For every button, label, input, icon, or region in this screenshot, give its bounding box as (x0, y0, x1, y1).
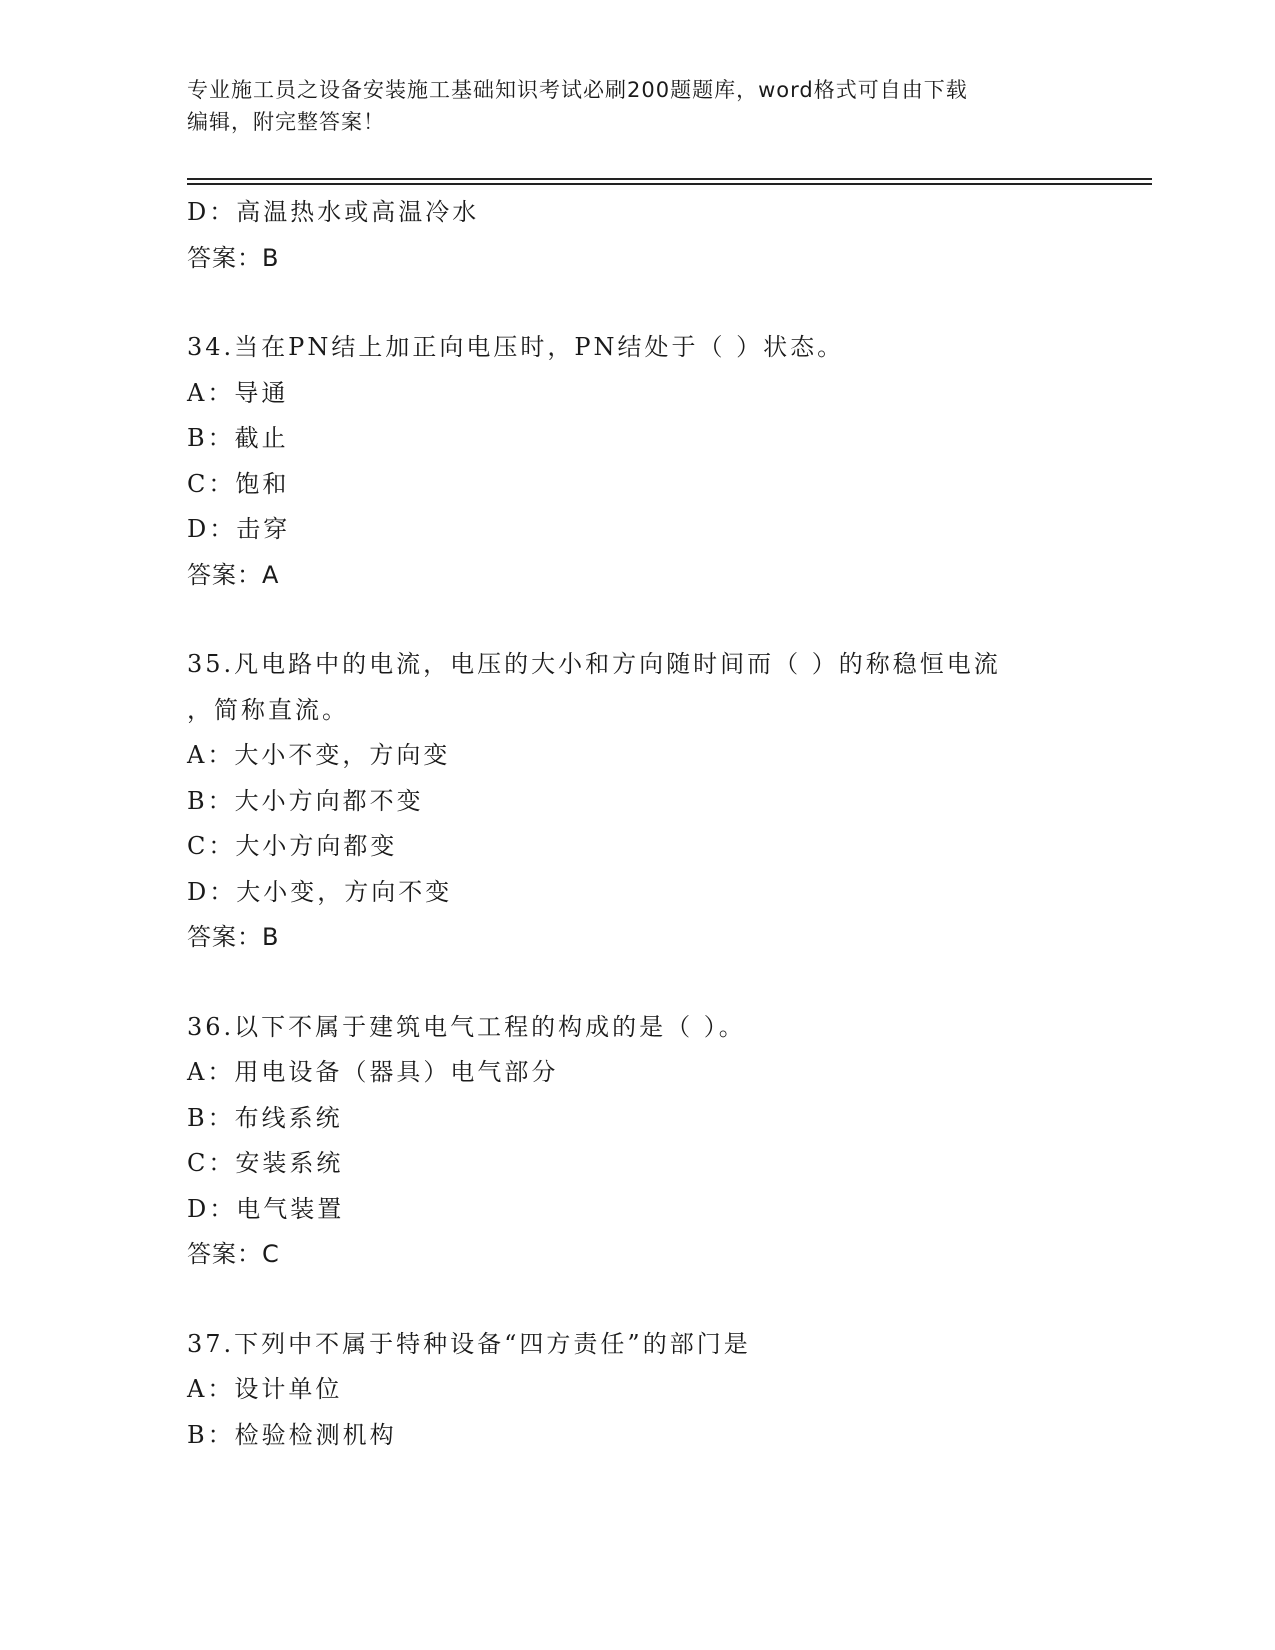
option-a: A：设计单位 (187, 1375, 343, 1403)
option-d: D：电气装置 (187, 1194, 345, 1223)
option-a: A：用电设备（器具）电气部分 (187, 1058, 559, 1086)
option-c: C：安装系统 (187, 1149, 344, 1177)
option-d: D：大小变，方向不变 (187, 877, 453, 906)
question-gap (187, 1278, 1087, 1322)
option-a: A：大小不变，方向变 (187, 741, 451, 769)
document-header (187, 74, 1067, 138)
header-title-line-2: 编辑，附完整答案！ (187, 110, 385, 134)
option-a: A：导通 (187, 378, 289, 407)
question-stem: 37.下列中不属于特种设备“四方责任”的部门是 (187, 1329, 751, 1358)
answer-line: 答案：B (187, 923, 280, 951)
question-stem: 36.以下不属于建筑电气工程的构成的是（ ）。 (187, 1012, 746, 1041)
option-d: D：高温热水或高温冷水 (187, 198, 480, 226)
question-gap (187, 961, 1087, 1005)
question-gap (187, 598, 1087, 642)
option-c: C：饱和 (187, 469, 290, 498)
question-stem-continued: ，简称直流。 (187, 695, 349, 724)
option-d: D：击穿 (187, 515, 291, 543)
option-b: B：检验检测机构 (187, 1420, 397, 1449)
header-rule-top (187, 178, 1152, 180)
question-stem: 34.当在PN结上加正向电压时，PN结处于（ ）状态。 (187, 333, 845, 361)
option-b: B：大小方向都不变 (187, 786, 424, 815)
option-b: B：截止 (187, 424, 289, 452)
answer-line: 答案：C (187, 1240, 280, 1268)
question-gap (187, 281, 1087, 325)
answer-line: 答案：A (187, 560, 280, 589)
option-c: C：大小方向都变 (187, 832, 398, 860)
header-rule-bottom (187, 183, 1152, 185)
question-stem: 35.凡电路中的电流，电压的大小和方向随时间而（ ）的称稳恒电流 (187, 650, 1001, 678)
answer-line: 答案：B (187, 243, 280, 272)
option-b: B：布线系统 (187, 1103, 343, 1132)
header-title-line-1: 专业施工员之设备安装施工基础知识考试必刷200题题库，word格式可自由下载 (187, 78, 968, 102)
question-list (187, 190, 1087, 1458)
